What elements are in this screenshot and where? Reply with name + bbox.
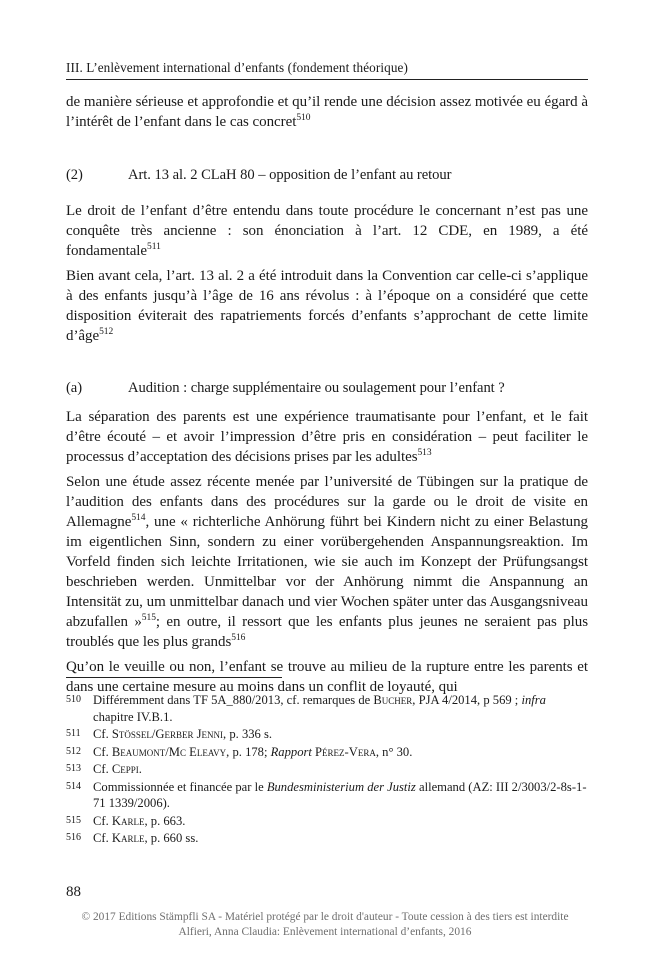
footnote-ref[interactable]: 513 xyxy=(417,448,432,458)
footnote-rule xyxy=(66,677,282,678)
footnote-ref[interactable]: 516 xyxy=(231,633,246,643)
main-text xyxy=(66,92,588,697)
paragraph xyxy=(66,266,588,346)
footnote-number: 514 xyxy=(66,780,81,792)
footnote-text: Cf. Ceppi. xyxy=(93,762,142,776)
quotation-text: , une « richterliche Anhörung führt bei Kindern nicht zu einer Belastung im eigentlichen Sinn, sondern zu einer vorübergehenden Anspannungsreaktion. Im Vorfeld finden sich leichte Irritationen, wie sie auch im Konzept der Prüfungsangst beschrieben werden. Unmittelbar vor der Anhörung nimmt die Anspannung an Intensität zu, um unmittelbar danach und vier Wochen später unter das Ausgangsniveau abzufallen » xyxy=(66,514,588,630)
footnote-text: Cf. Karle, p. 663. xyxy=(93,813,186,828)
footnote xyxy=(66,744,588,761)
header-rule xyxy=(66,79,588,80)
footnote-number: 513 xyxy=(66,763,81,774)
paragraph-text: Selon une étude assez récente menée par l’université de Tübingen sur la pratique de l’audition des enfants dans des procédures sur la garde ou le droit de visite en Allemagne xyxy=(66,474,588,530)
paragraph xyxy=(66,92,588,132)
running-title: III. L’enlèvement international d’enfants (fondement théorique) xyxy=(66,60,408,75)
footnote-text: Cf. Karle, p. 660 ss. xyxy=(93,831,199,845)
footnote-number: 516 xyxy=(66,832,81,843)
footnote xyxy=(66,779,588,812)
footnote-text: Cf. Beaumont/Mc Eleavy, p. 178; Rapport Pérez-Vera, n° 30. xyxy=(93,744,413,759)
footnote-ref[interactable]: 514 xyxy=(131,513,146,523)
footnote-text: Cf. Stössel/Gerber Jenni, p. 336 s. xyxy=(93,727,273,741)
footnote xyxy=(66,830,588,847)
footnote-number: 515 xyxy=(66,814,81,826)
subsection-heading xyxy=(66,378,588,398)
footnote-ref[interactable]: 510 xyxy=(296,113,311,123)
page-number: 88 xyxy=(66,884,81,900)
paragraph xyxy=(66,201,588,261)
footnote xyxy=(66,692,588,725)
footnote-ref[interactable]: 511 xyxy=(147,242,161,252)
citation-line: Alfieri, Anna Claudia: Enlèvement international d’enfants, 2016 xyxy=(178,926,472,938)
paragraph-text: Le droit de l’enfant d’être entendu dans toute procédure le concernant n’est pas une conquête très ancienne : son énonciation à l’art. 12 CDE, en 1989, a été fondamentale xyxy=(66,203,588,259)
footnote xyxy=(66,761,588,778)
copyright-line: © 2017 Editions Stämpfli SA - Matériel protégé par le droit d'auteur - Toute cession à des tiers est interdite xyxy=(81,911,569,923)
paragraph xyxy=(66,472,588,652)
paragraph-text: ; en outre, il ressort que les enfants plus jeunes ne seraient pas plus troublés que les plus grands xyxy=(66,614,588,650)
copyright-notice xyxy=(0,910,650,940)
footnote xyxy=(66,726,588,743)
subsection-title: Audition : charge supplémentaire ou soulagement pour l’enfant ? xyxy=(128,380,505,396)
paragraph-text: de manière sérieuse et approfondie et qu’il rende une décision assez motivée eu égard à l’intérêt de l’enfant dans le cas concret xyxy=(66,94,588,130)
section-title: Art. 13 al. 2 CLaH 80 – opposition de l’enfant au retour xyxy=(128,167,452,183)
paragraph-text: Qu’on le veuille ou non, l’enfant se trouve au milieu de la rupture entre les parents et dans une certaine mesure au moins dans un conflit de loyauté, qui xyxy=(66,659,588,695)
subsection-number: (a) xyxy=(66,380,83,396)
running-header xyxy=(66,60,588,76)
section-heading xyxy=(66,165,588,185)
footnote-number: 510 xyxy=(66,694,81,705)
footnote-ref[interactable]: 512 xyxy=(99,327,114,337)
footnote-text: Différemment dans TF 5A_880/2013, cf. remarques de Bucher, PJA 4/2014, p 569 ; infra chapitre IV.B.1. xyxy=(93,693,546,724)
paragraph xyxy=(66,407,588,467)
footnote-number: 511 xyxy=(66,728,81,739)
footnote-ref[interactable]: 515 xyxy=(141,613,156,623)
section-number: (2) xyxy=(66,167,83,183)
footnotes xyxy=(66,692,588,848)
footnote-number: 512 xyxy=(66,745,81,757)
paragraph-text: La séparation des parents est une expérience traumatisante pour l’enfant, et le fait d’être écouté – et avoir l’impression d’être pris en considération – peut faciliter le processus d’acceptation des décisions prises par les adultes xyxy=(66,409,588,465)
footnote-text: Commissionnée et financée par le Bundesministerium der Justiz allemand (AZ: III 2/3003/2-8s-1-71 1339/2006). xyxy=(93,779,587,810)
footnote xyxy=(66,813,588,830)
paragraph-text: Bien avant cela, l’art. 13 al. 2 a été introduit dans la Convention car celle-ci s’applique à des enfants jusqu’à l’âge de 16 ans révolus : à l’époque on a considéré que cette disposition éviterait des rapatriements forcés d’enfants s’approchant de cette limite d’âge xyxy=(66,268,588,344)
